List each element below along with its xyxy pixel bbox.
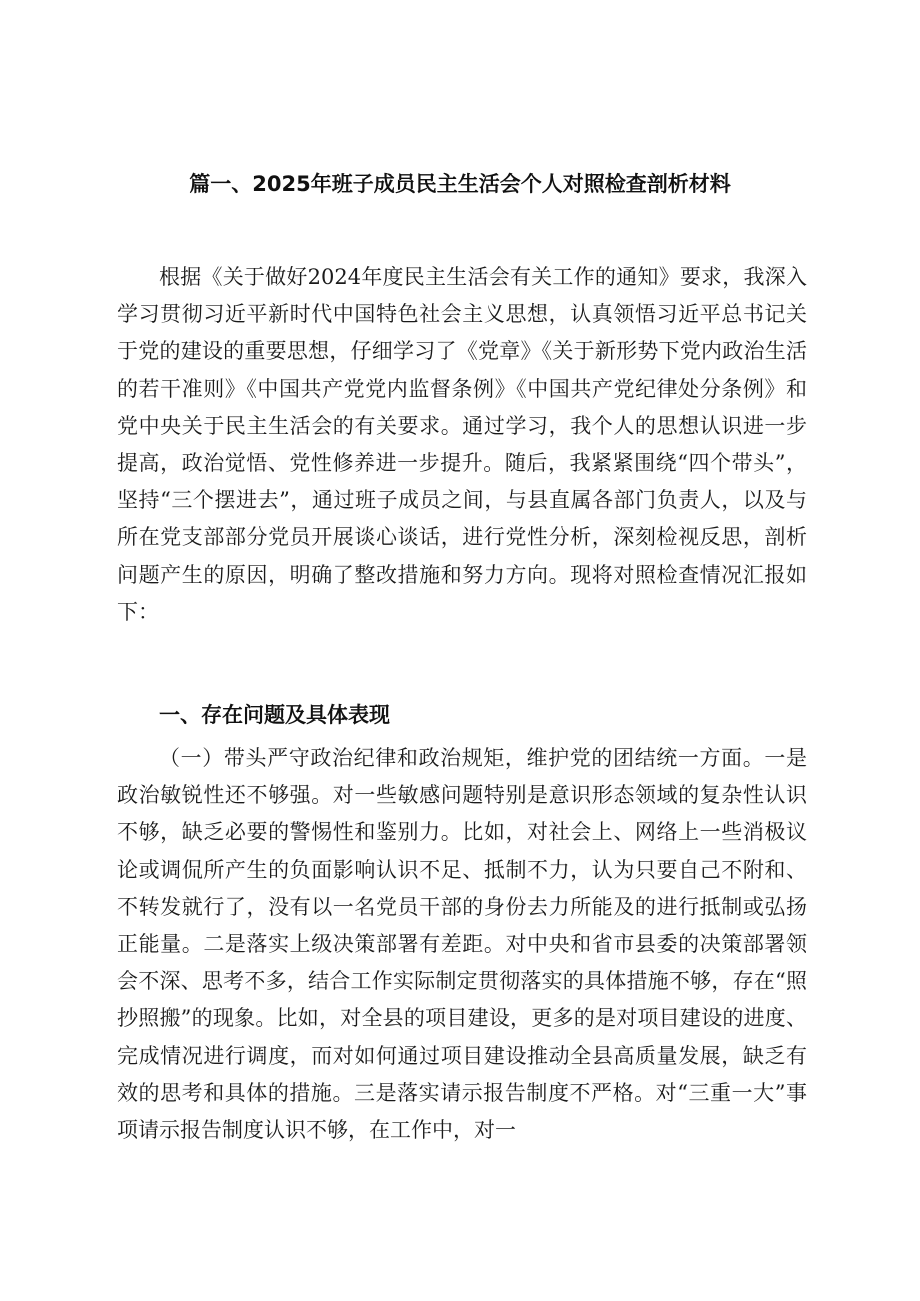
paragraph-intro: 根据《关于做好2024年度民主生活会有关工作的通知》要求，我深入学习贯彻习近平新时代中国特色社会主义思想，认真领悟习近平总书记关于党的建设的重要思想，仔细学习了《党章》《关于新形势下党内政治生活的若干准则》《中国共产党党内监督条例》《中国共产党纪律处分条例》和党中央关于民主生活会的有关要求。通过学习，我个人的思想认识进一步提高，政治觉悟、党性修养进一步提升。随后，我紧紧围绕“四个带头”，坚持“三个摆进去”，通过班子成员之间，与县直属各部门负责人，以及与所在党支部部分党员开展谈心谈话，进行党性分析，深刻检视反思，剖析问题产生的原因，明确了整改措施和努力方向。现将对照检查情况汇报如下： — [117, 265, 807, 624]
paragraph-section-one: （一）带头严守政治纪律和政治规矩，维护党的团结统一方面。一是政治敏锐性还不够强。对一些敏感问题特别是意识形态领域的复杂性认识不够，缺乏必要的警惕性和鉴别力。比如，对社会上、网络上一些消极议论或调侃所产生的负面影响认识不足、抵制不力，认为只要自己不附和、不转发就行了，没有以一名党员干部的身份去力所能及的进行抵制或弘扬正能量。二是落实上级决策部署有差距。对中央和省市县委的决策部署领会不深、思考不多，结合工作实际制定贯彻落实的具体措施不够，存在“照抄照搬”的现象。比如，对全县的项目建设，更多的是对项目建设的进度、完成情况进行调度，而对如何通过项目建设推动全县高质量发展，缺乏有效的思考和具体的措施。三是落实请示报告制度不严格。对“三重一大”事项请示报告制度认识不够，在工作中，对一 — [117, 746, 807, 1143]
section-heading: 一、存在问题及具体表现 — [159, 703, 390, 727]
document-title: 篇一、2025年班子成员民主生活会个人对照检查剖析材料 — [189, 172, 731, 196]
